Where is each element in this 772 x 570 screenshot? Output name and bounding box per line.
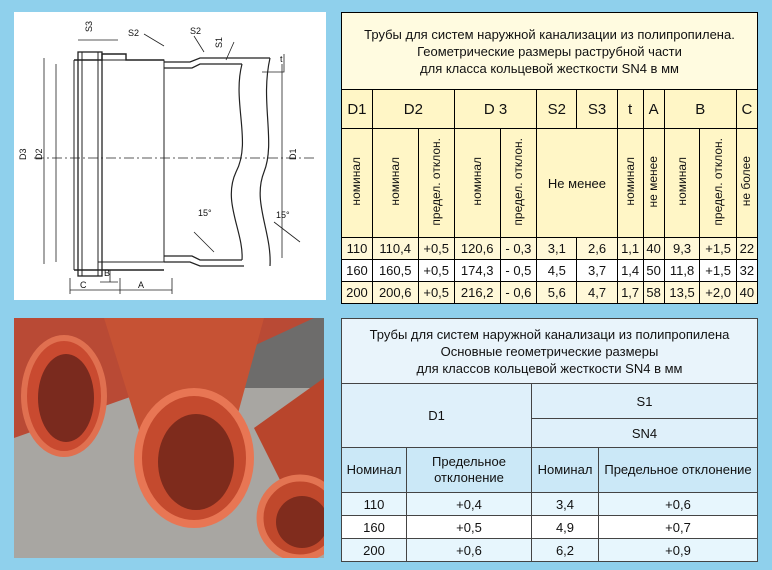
- table-row: 200 200,6 +0,5 216,2 - 0,6 5,6 4,7 1,7 58 13,5 +2,0 40: [342, 282, 758, 304]
- sub-nominal: номинал: [469, 157, 484, 206]
- sub-nominal: номинал: [349, 157, 364, 206]
- label-s1: S1: [214, 36, 224, 48]
- header-s1: S1: [532, 384, 758, 419]
- sub-max: не более: [739, 156, 754, 207]
- label-a: A: [138, 280, 145, 290]
- header-c: C: [736, 90, 757, 129]
- label-d1: D1: [288, 148, 298, 160]
- table1-title: Трубы для систем наружной канализации из полипропилена. Геометрические размеры раструбной части для класса кольцевой жесткости SN4 в мм: [342, 13, 758, 90]
- pipes-photo: [14, 318, 324, 558]
- sub-deviation: предел. отклон.: [710, 137, 725, 226]
- header-sn4: SN4: [532, 419, 758, 448]
- socket-dimensions-table: [341, 12, 758, 304]
- header-a: A: [643, 90, 664, 129]
- pipe-socket-drawing: [14, 12, 326, 300]
- header-d2: D2: [372, 90, 454, 129]
- sub-nominal: номинал: [674, 157, 689, 206]
- sub-nominal: номинал: [387, 157, 402, 206]
- sub-nominal: номинал: [622, 157, 637, 206]
- sub-deviation: предел. отклон.: [428, 137, 443, 226]
- label-d3: D3: [18, 148, 28, 160]
- label-d2: D2: [34, 148, 44, 160]
- sub-nominal: Номинал: [532, 448, 599, 493]
- table-row: 160 160,5 +0,5 174,3 - 0,5 4,5 3,7 1,4 50 11,8 +1,5 32: [342, 260, 758, 282]
- table-row: 110 110,4 +0,5 120,6 - 0,3 3,1 2,6 1,1 40 9,3 +1,5 22: [342, 238, 758, 260]
- header-d1: D1: [342, 384, 532, 448]
- header-t: t: [617, 90, 643, 129]
- sub-deviation: Предельное отклонение: [599, 448, 758, 493]
- label-c: C: [80, 280, 87, 290]
- label-b: B: [104, 268, 111, 278]
- main-dimensions-table: [341, 318, 758, 562]
- table-row: 160 +0,5 4,9 +0,7: [342, 516, 758, 539]
- sub-not-less: Не менее: [537, 129, 617, 238]
- header-d3: D 3: [454, 90, 536, 129]
- sub-deviation: предел. отклон.: [510, 137, 525, 226]
- label-s2-b: S2: [190, 26, 202, 36]
- label-t: t: [280, 54, 283, 64]
- drawing-svg: [14, 12, 326, 300]
- sub-min: не менее: [646, 155, 661, 208]
- label-angle-2: 15°: [276, 210, 290, 220]
- sub-deviation: Предельное отклонение: [407, 448, 532, 493]
- label-s3: S3: [84, 20, 94, 32]
- sub-nominal: Номинал: [342, 448, 407, 493]
- label-s2-a: S2: [128, 28, 140, 38]
- table-row: 200 +0,6 6,2 +0,9: [342, 539, 758, 562]
- header-s3: S3: [577, 90, 617, 129]
- label-angle-1: 15°: [198, 208, 212, 218]
- table-row: 110 +0,4 3,4 +0,6: [342, 493, 758, 516]
- header-s2: S2: [537, 90, 577, 129]
- table2-title: Трубы для систем наружной канализаци из полипропилена Основные геометрические размеры для классов кольцевой жесткости SN4 в мм: [342, 319, 758, 384]
- header-b: B: [664, 90, 736, 129]
- pipes-photo-svg: [14, 318, 324, 558]
- header-d1: D1: [342, 90, 373, 129]
